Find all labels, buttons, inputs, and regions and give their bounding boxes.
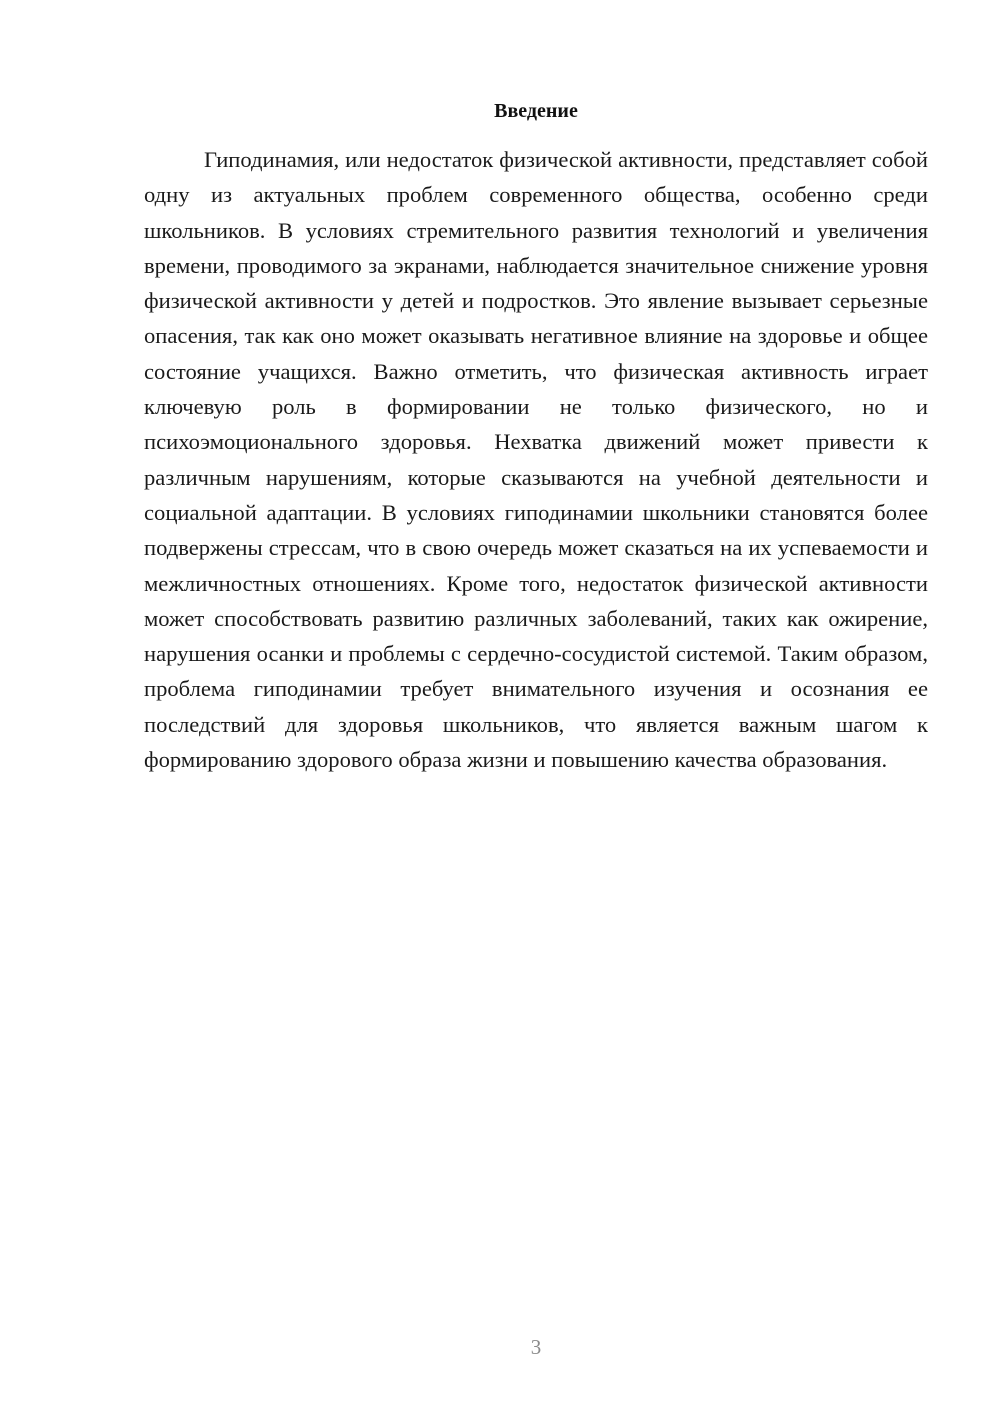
section-heading: Введение xyxy=(494,100,578,122)
page-number: 3 xyxy=(530,1335,542,1359)
body-paragraph: Гиподинамия, или недостаток физической активности, представляет собой одну из актуальных проблем современного общества, особенно среди школьников. В условиях стремительного развития технологий и увеличения времени, проводимого за экранами, наблюдается значительное снижение уровня физической активности у детей и подростков. Это явление вызывает серьезные опасения, так как оно может оказывать негативное влияние на здоровье и общее состояние учащихся. Важно отметить, что физическая активность играет ключевую роль в формировании не только физического, но и психоэмоционального здоровья. Нехватка движений может привести к различным нарушениям, которые сказываются на учебной деятельности и социальной адаптации. В условиях гиподинамии школьники становятся более подвержены стрессам, что в свою очередь может сказаться на их успеваемости и межличностных отношениях. Кроме того, недостаток физической активности может способствовать развитию различных заболеваний, таких как ожирение, нарушения осанки и проблемы с сердечно-сосудистой системой. Таким образом, проблема гиподинамии требует внимательного изучения и осознания ее последствий для здоровья школьников, что является важным шагом к формированию здорового образа жизни и повышению качества образования. xyxy=(144,147,928,773)
